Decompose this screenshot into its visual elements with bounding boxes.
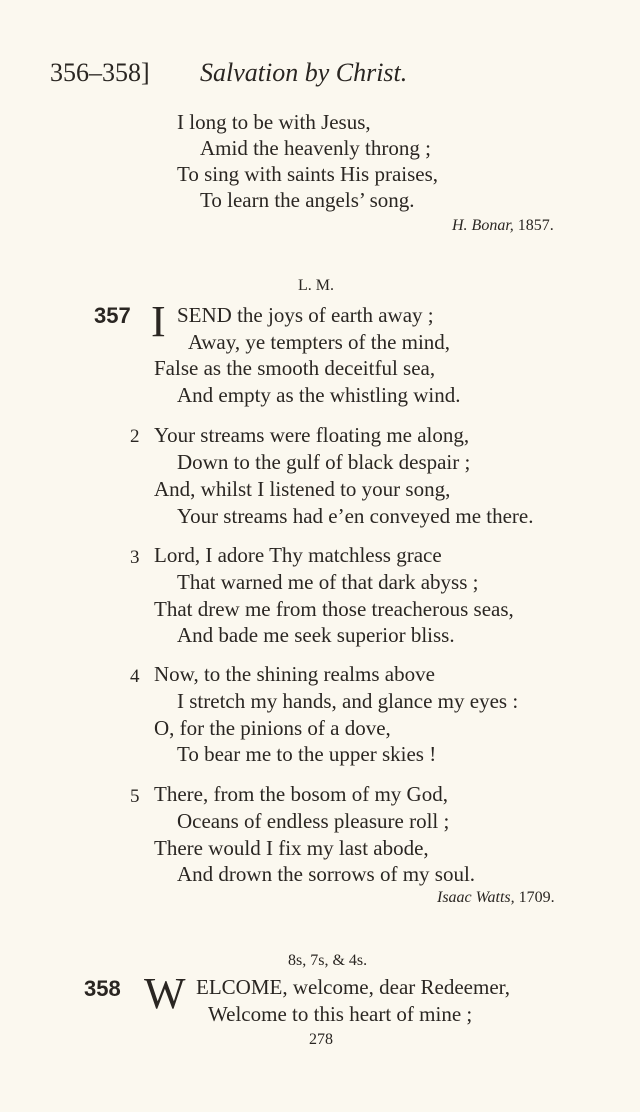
hymn357-v4-line-1: Now, to the shining realms above (154, 662, 435, 686)
hymn357-number: 357 (94, 303, 131, 328)
page-number: 278 (309, 1031, 333, 1048)
hymn356-line-4: To learn the angels’ song. (200, 188, 415, 212)
hymn358-number: 358 (84, 976, 121, 1001)
verse-number-4: 4 (130, 666, 140, 687)
hymn357-v5-line-3: There would I fix my last abode, (154, 836, 429, 860)
hymn357-v4-line-4: To bear me to the upper skies ! (177, 742, 437, 766)
hymn356-author: H. Bonar, (452, 217, 514, 234)
verse-number-3: 3 (130, 547, 140, 568)
hymn358-line-1: ELCOME, welcome, dear Redeemer, (196, 975, 511, 999)
hymn358-meter: 8s, 7s, & 4s. (288, 952, 368, 969)
verse-number-5: 5 (130, 786, 140, 807)
hymn356-line-1: I long to be with Jesus, (177, 110, 371, 134)
header-title: Salvation by Christ. (200, 58, 408, 87)
hymn357-year: 1709. (518, 889, 555, 906)
hymn357-v1-line-2: Away, ye tempters of the mind, (188, 330, 451, 354)
hymn357-v3-line-3: That drew me from those treacherous seas, (154, 597, 514, 621)
hymn357-v4-line-2: I stretch my hands, and glance my eyes : (177, 689, 519, 713)
hymn357-v5-line-1: There, from the bosom of my God, (154, 782, 448, 806)
hymn356-line-2: Amid the heavenly throng ; (200, 136, 431, 160)
hymn357-v5-line-2: Oceans of endless pleasure roll ; (177, 809, 450, 833)
hymn357-v2-line-3: And, whilst I listened to your song, (154, 477, 451, 501)
hymn357-v1-line-3: False as the smooth deceitful sea, (154, 356, 436, 380)
hymn357-v2-line-1: Your streams were floating me along, (154, 423, 470, 447)
hymn358-dropcap: W (144, 969, 186, 1018)
hymn357-v5-line-4: And drown the sorrows of my soul. (177, 862, 476, 886)
hymn357-v1-line-1: SEND the joys of earth away ; (177, 303, 434, 327)
hymn357-author: Isaac Watts, (437, 889, 515, 906)
hymn356-attribution (452, 217, 554, 235)
header-page-range: 356–358] (50, 58, 150, 87)
hymn357-v1-line-4: And empty as the whistling wind. (177, 383, 461, 407)
hymn356-line-3: To sing with saints His praises, (177, 162, 439, 186)
hymn357-v2-line-4: Your streams had e’en conveyed me there. (177, 504, 534, 528)
hymn357-v3-line-4: And bade me seek superior bliss. (177, 623, 455, 647)
verse-number-2: 2 (130, 426, 140, 447)
hymn357-v3-line-2: That warned me of that dark abyss ; (177, 570, 479, 594)
hymn357-attribution (437, 889, 555, 907)
hymn357-v4-line-3: O, for the pinions of a dove, (154, 716, 391, 740)
hymn358-line-2: Welcome to this heart of mine ; (208, 1002, 473, 1026)
hymn357-dropcap: I (151, 297, 166, 346)
hymn357-meter: L. M. (298, 277, 334, 294)
hymn357-v3-line-1: Lord, I adore Thy matchless grace (154, 543, 442, 567)
hymn357-v2-line-2: Down to the gulf of black despair ; (177, 450, 471, 474)
hymn356-year: 1857. (517, 217, 554, 234)
